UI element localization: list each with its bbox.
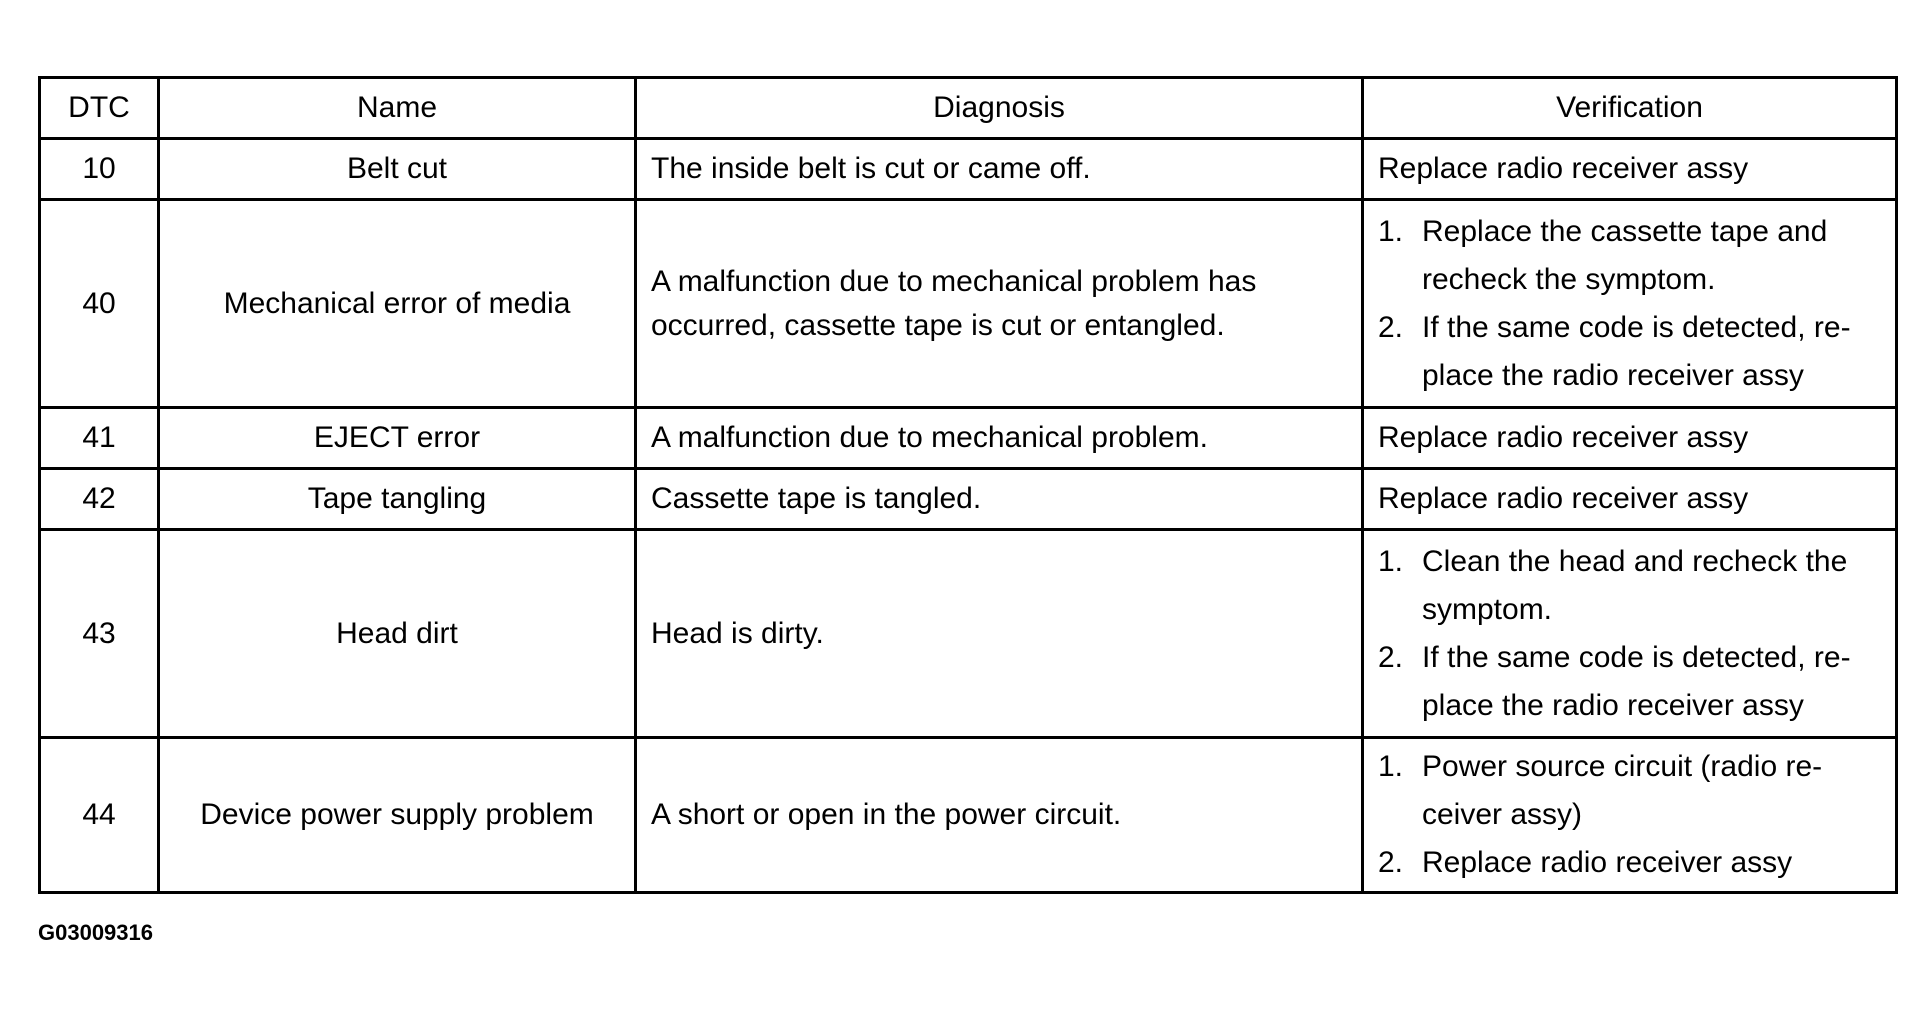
step-line: Replace the cassette tape and — [1422, 214, 1828, 248]
header-dtc: DTC — [40, 78, 159, 139]
step-text — [1422, 634, 1883, 730]
verification-step — [1378, 743, 1883, 839]
step-text — [1422, 839, 1883, 887]
dtc-verification — [1363, 530, 1897, 738]
header-name: Name — [159, 78, 636, 139]
figure-id: G03009316 — [38, 920, 153, 945]
step-line: Power source circuit (radio re- — [1422, 750, 1823, 783]
step-line: If the same code is detected, re- — [1422, 310, 1851, 344]
step-line: place the radio receiver assy — [1422, 688, 1804, 722]
dtc-name: Belt cut — [159, 139, 636, 200]
dtc-name: Mechanical error of media — [159, 200, 636, 408]
dtc-diagnosis — [636, 408, 1363, 469]
step-line: Replace radio receiver assy — [1422, 846, 1793, 879]
dtc-name: Head dirt — [159, 530, 636, 738]
diagnosis-line: A malfunction due to mechanical problem has — [651, 264, 1257, 298]
dtc-verification: Replace radio receiver assy — [1363, 408, 1897, 469]
table-header-row — [40, 78, 1897, 139]
step-line: symptom. — [1422, 592, 1553, 626]
header-verification: Verification — [1363, 78, 1897, 139]
diagnosis-line: A malfunction due to mechanical problem. — [651, 421, 1208, 454]
verification-step — [1378, 839, 1883, 887]
verification-steps — [1378, 538, 1883, 730]
step-text — [1422, 538, 1883, 634]
step-number: 1. — [1378, 750, 1404, 783]
diagnosis-line: Head is dirty. — [651, 616, 824, 650]
dtc-diagnosis — [636, 738, 1363, 893]
dtc-verification: Replace radio receiver assy — [1363, 139, 1897, 200]
dtc-verification — [1363, 738, 1897, 893]
verification-step — [1378, 208, 1883, 304]
dtc-diagnosis — [636, 469, 1363, 530]
step-number: 2. — [1378, 310, 1404, 344]
step-line: Clean the head and recheck the — [1422, 544, 1848, 578]
dtc-code: 44 — [40, 738, 159, 893]
step-text — [1422, 304, 1883, 400]
dtc-code: 42 — [40, 469, 159, 530]
dtc-diagnosis — [636, 530, 1363, 738]
table-row — [40, 469, 1897, 530]
table-row — [40, 738, 1897, 893]
step-text — [1422, 208, 1883, 304]
step-text — [1422, 743, 1883, 839]
verification-step — [1378, 634, 1883, 730]
dtc-code: 41 — [40, 408, 159, 469]
header-diagnosis: Diagnosis — [636, 78, 1363, 139]
step-number: 2. — [1378, 846, 1404, 879]
step-line: recheck the symptom. — [1422, 262, 1716, 296]
dtc-verification — [1363, 200, 1897, 408]
table-row — [40, 200, 1897, 408]
dtc-name: Device power supply problem — [159, 738, 636, 893]
table-row — [40, 408, 1897, 469]
step-number: 1. — [1378, 214, 1404, 248]
dtc-name: Tape tangling — [159, 469, 636, 530]
diagnosis-line: The inside belt is cut or came off. — [651, 152, 1091, 185]
table-row — [40, 139, 1897, 200]
step-number: 1. — [1378, 544, 1404, 578]
step-line: If the same code is detected, re- — [1422, 640, 1851, 674]
dtc-code: 10 — [40, 139, 159, 200]
dtc-name: EJECT error — [159, 408, 636, 469]
dtc-diagnosis — [636, 139, 1363, 200]
verification-step — [1378, 538, 1883, 634]
verification-steps — [1378, 743, 1883, 887]
verification-step — [1378, 304, 1883, 400]
dtc-diagnosis — [636, 200, 1363, 408]
verification-steps — [1378, 208, 1883, 400]
dtc-table — [38, 76, 1898, 894]
dtc-code: 43 — [40, 530, 159, 738]
step-line: place the radio receiver assy — [1422, 358, 1804, 392]
table-row — [40, 530, 1897, 738]
dtc-code: 40 — [40, 200, 159, 408]
dtc-verification: Replace radio receiver assy — [1363, 469, 1897, 530]
step-line: ceiver assy) — [1422, 798, 1583, 831]
step-number: 2. — [1378, 640, 1404, 674]
diagnosis-line: Cassette tape is tangled. — [651, 482, 982, 515]
diagnosis-line: occurred, cassette tape is cut or entangled. — [651, 308, 1225, 342]
diagnosis-line: A short or open in the power circuit. — [651, 798, 1122, 831]
